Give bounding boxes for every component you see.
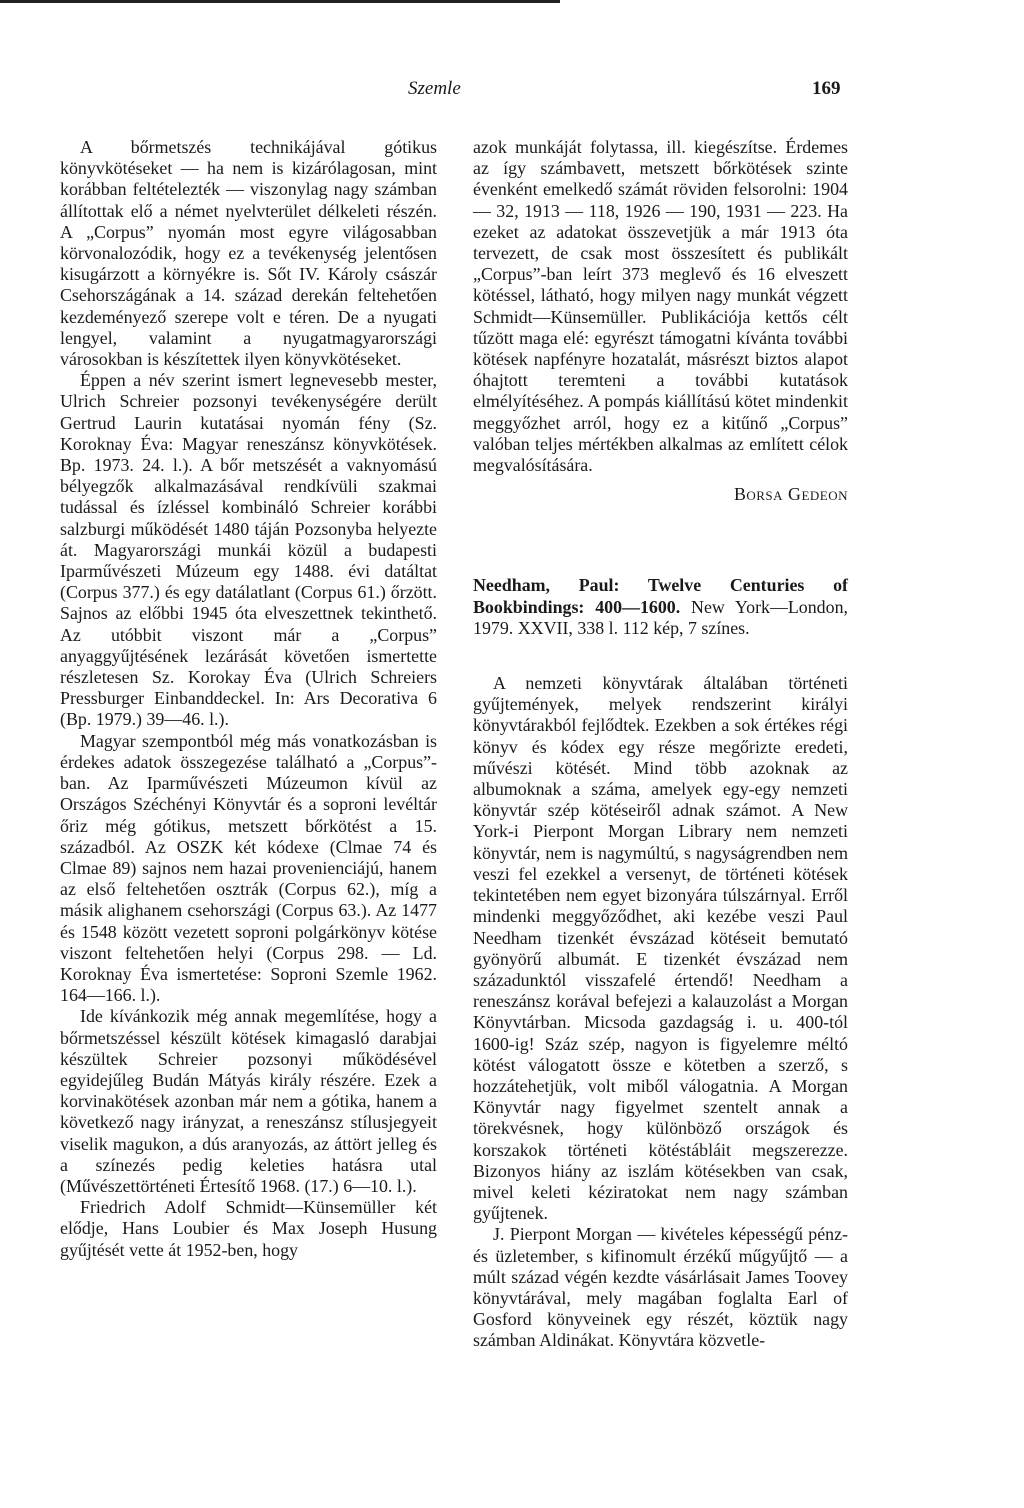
paragraph: Éppen a név szerint ismert legnevesebb mester, Ulrich Schreier pozsonyi tevékenységére derült Gertrud Laurin kutatásai nyomán fény (Sz. Koroknay Éva: Magyar reneszánsz könyvkötések. Bp. 1973. 24. l.). A bőr metszését a vaknyomású bélyegzők alkalmazásával rendkívüli szakmai tudással és ízléssel kombináló Schreier korábbi salzburgi működését 1480 táján Pozsonyba helyezte át. Magyarországi munkái közül a budapesti Iparművészeti Múzeum egy 1488. évi datáltat (Corpus 377.) és egy datálatlant (Corpus 61.) őrzött. Sajnos az előbbi 1945 óta elveszettnek tekinthető. Az utóbbit viszont már a „Corpus” anyaggyűjtésének lezárását követően ismertette részletesen Sz. Korokay Éva (Ulrich Schreiers Pressburger Einbanddeckel. In: Ars Decorativa 6 (Bp. 1979.) 39—46. l.). (60, 370, 437, 730)
paragraph-continuation: azok munkáját folytassa, ill. kiegészítse. Érdemes az így számbavett, metszett bőrkötések szinte évenként emelkedő számát röviden felsorolni: 1904 — 32, 1913 — 118, 1926 — 190, 1931 — 223. Ha ezeket az adatokat összevetjük a már 1913 óta tervezett, de csak most összesített és publikált „Corpus”-ban leírt 373 meglevő és 16 elveszett kötéssel, látható, hogy milyen nagy munkát végzett Schmidt—Künsemüller. Publikációja kettős célt tűzött maga elé: egyrészt támogatni kívánta további kötések napfényre hozatalát, másrészt biztos alapot óhajtott teremteni a további kutatások elmélyítéséhez. A pompás kiállítású kötet mindenkit meggyőzhet arról, hogy ez a kitűnő „Corpus” valóban teljes mértékben alkalmas az említett célok megvalósítására. (473, 137, 848, 476)
paragraph: Magyar szempontból még más vonatkozásban is érdekes adatok összegezése található a „Corpus”-ban. Az Iparművészeti Múzeumon kívül az Országos Széchényi Könyvtár és a soproni levéltár őriz még gótikus, metszett bőrkötést a 15. századból. Az OSZK két kódexe (Clmae 74 és Clmae 89) sajnos nem hazai provenienciájú, hanem az első feltehetően osztrák (Corpus 62.), míg a másik alighanem csehországi (Corpus 63.). Az 1477 és 1548 között vezetett soproni polgárkönyv kötése viszont feltehetően helyi (Corpus 298. — Ld. Koroknay Éva ismertetése: Soproni Szemle 1962. 164—166. l.). (60, 730, 437, 1006)
paragraph: A bőrmetszés technikájával gótikus könyvkötéseket — ha nem is kizárólagosan, mint korábban feltételezték — viszonylag nagy számban állítottak elő a német nyelvterület délkeleti részén. A „Corpus” nyomán most egyre világosabban körvonalozódik, hogy ez a tevékenység jelentősen kisugárzott a környékre is. Sőt IV. Károly császár Csehországának a 14. század derekán feltehetően kezdeményező szerepe volt e téren. De a nyugati lengyel, valamint a nyugatmagyarországi városokban is készítettek ilyen könyvkötéseket. (60, 137, 437, 370)
paragraph: Friedrich Adolf Schmidt—Künsemüller két elődje, Hans Loubier és Max Joseph Husung gyűjtését vette át 1952-ben, hogy (60, 1197, 437, 1260)
paragraph: A nemzeti könyvtárak általában történeti gyűjtemények, melyek rendszerint királyi könyvtárakból fejlődtek. Ezekben a sok értékes régi könyv és kódex egy része megőrizte eredeti, művészi kötését. Mind több azoknak az albumoknak a száma, amelyek egy-egy nemzeti könyvtár szép kötéseiről adnak számot. A New York-i Pierpont Morgan Library nem nemzeti könyvtár, nem is nagymúltú, s nagyságrendben nem veszi fel ezekkel a versenyt, de történeti kötések tekintetében nem egyet bizonyára túlszárnyal. Erről mindenki meggyőződhet, aki kezébe veszi Paul Needham tizenkét évszázad kötéseit bemutató gyönyörű albumát. E tizenkét évszázad nem századunktól visszafelé értendő! Needham a reneszánsz korával befejezi a kalauzolást a Morgan Könyvtárban. Micsoda gazdagság i. u. 400-tól 1600-ig! Száz szép, nagyon is figyelemre méltó kötést válogatott össze e kötetben a szerző, s hozzátehetjük, volt miből válogatnia. A Morgan Könyvtár nagy figyelmet szentelt annak a törekvésnek, hogy különböző országok és korszakok történeti kötéstábláit megszerezze. Bizonyos hiány az iszlám kötésekben van csak, mivel keleti kéziratokat nem nagy számban gyűjtenek. (473, 673, 848, 1224)
page-number: 169 (812, 78, 841, 99)
top-rule (0, 0, 560, 3)
paragraph: J. Pierpont Morgan — kivételes képességű pénz- és üzletember, s kifinomult érzékű műgyűjtő — a múlt század végén kezdte vásárlásait James Toovey könyvtárával, mely magában foglalta Earl of Gosford könyveinek egy részét, köztük nagy számban Aldinákat. Könyvtára közvetle- (473, 1224, 848, 1351)
running-head (0, 78, 1024, 108)
paragraph: Ide kívánkozik még annak megemlítése, hogy a bőrmetszéssel készült kötések kimagasló darabjai készültek Schreier pozsonyi működésével egyidejűleg Budán Mátyás király részére. Ezek a korvinakötések azonban már nem a gótika, hanem a következő nagy irányzat, a reneszánsz stílusjegyeit viselik magukon, a dús aranyozás, az áttört jelleg és a színezés pedig keleties hatásra utal (Művészettörténeti Értesítő 1968. (17.) 6—10. l.). (60, 1006, 437, 1196)
review-heading (473, 575, 848, 639)
author-signature: Borsa Gedeon (733, 484, 848, 505)
right-column (473, 137, 848, 1352)
review-author-title: Needham, Paul: Twelve Centuries of Bookbindings: 400—1600. (473, 575, 848, 617)
review-bibliography: New York—London, 1979. XXVII, 338 l. 112 kép, 7 színes. (473, 596, 848, 638)
left-column (60, 137, 437, 1261)
journal-title: Szemle (408, 78, 461, 99)
